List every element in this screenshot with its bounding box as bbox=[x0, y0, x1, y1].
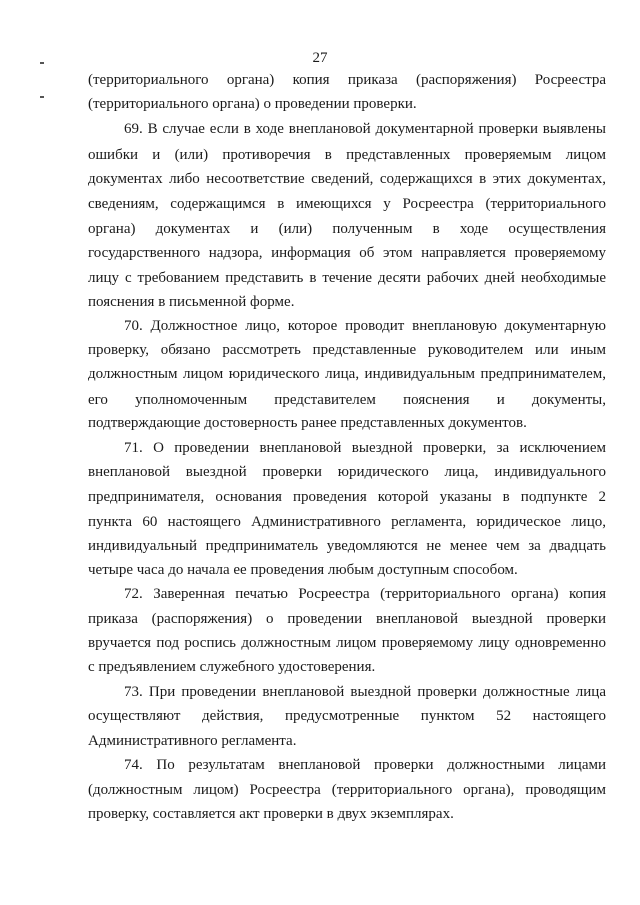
text-line: сведениям, содержащимся в имеющихся у Росреестра (территориального bbox=[88, 196, 606, 212]
text-line: четыре часа до начала ее проведения любым доступным способом. bbox=[88, 562, 518, 578]
text-line: государственного надзора, информация об этом направляется проверяемому bbox=[88, 245, 606, 261]
text-line: (территориального органа) копия приказа (распоряжения) Росреестра bbox=[88, 72, 606, 88]
page-number: 27 bbox=[312, 50, 328, 66]
text-line: внеплановой выездной проверки юридического лица, индивидуального bbox=[88, 464, 606, 480]
text-line: его уполномоченным представителем пояснения и документы, bbox=[88, 392, 606, 408]
paragraph-71-start: 71. О проведении внеплановой выездной проверки, за исключением bbox=[124, 440, 606, 456]
text-line: пункта 60 настоящего Административного регламента, юридическое лицо, bbox=[88, 514, 606, 530]
paragraph-74-start: 74. По результатам внеплановой проверки должностными лицами bbox=[124, 757, 606, 773]
scan-mark bbox=[40, 96, 44, 98]
text-line: приказа (распоряжения) о проведении внеплановой выездной проверки bbox=[88, 611, 606, 627]
text-line: индивидуальный предприниматель уведомляются не менее чем за двадцать bbox=[88, 538, 606, 554]
text-line: Административного регламента. bbox=[88, 733, 297, 749]
text-line: документах либо несоответствие сведений, содержащихся в этих документах, bbox=[88, 171, 606, 187]
text-line: с предъявлением служебного удостоверения. bbox=[88, 659, 376, 675]
text-line: органа) документах и (или) полученным в ходе осуществления bbox=[88, 221, 606, 237]
paragraph-72-start: 72. Заверенная печатью Росреестра (территориального органа) копия bbox=[124, 586, 606, 602]
text-line: осуществляют действия, предусмотренные пунктом 52 настоящего bbox=[88, 708, 606, 724]
paragraph-70-start: 70. Должностное лицо, которое проводит внеплановую документарную bbox=[124, 318, 606, 334]
text-line: предпринимателя, основания проведения которой указаны в подпункте 2 bbox=[88, 489, 606, 505]
paragraph-73-start: 73. При проведении внеплановой выездной проверки должностные лица bbox=[124, 684, 606, 700]
text-line: должностным лицом юридического лица, индивидуальным предпринимателем, bbox=[88, 366, 606, 382]
text-line: подтверждающие достоверность ранее представленных документов. bbox=[88, 415, 527, 431]
text-line: лицу с требованием представить в течение десяти рабочих дней необходимые bbox=[88, 270, 606, 286]
text-line: (территориального органа) о проведении проверки. bbox=[88, 96, 417, 112]
text-line: проверку, обязано рассмотреть представленные руководителем или иным bbox=[88, 342, 606, 358]
text-line: вручается под роспись должностным лицом проверяемому лицу одновременно bbox=[88, 635, 606, 651]
paragraph-69-start: 69. В случае если в ходе внеплановой документарной проверки выявлены bbox=[124, 121, 606, 137]
text-line: проверку, составляется акт проверки в двух экземплярах. bbox=[88, 806, 454, 822]
text-line: ошибки и (или) противоречия в представленных проверяемым лицом bbox=[88, 147, 606, 163]
text-line: пояснения в письменной форме. bbox=[88, 294, 295, 310]
text-line: (должностным лицом) Росреестра (территориального органа), проводящим bbox=[88, 782, 606, 798]
